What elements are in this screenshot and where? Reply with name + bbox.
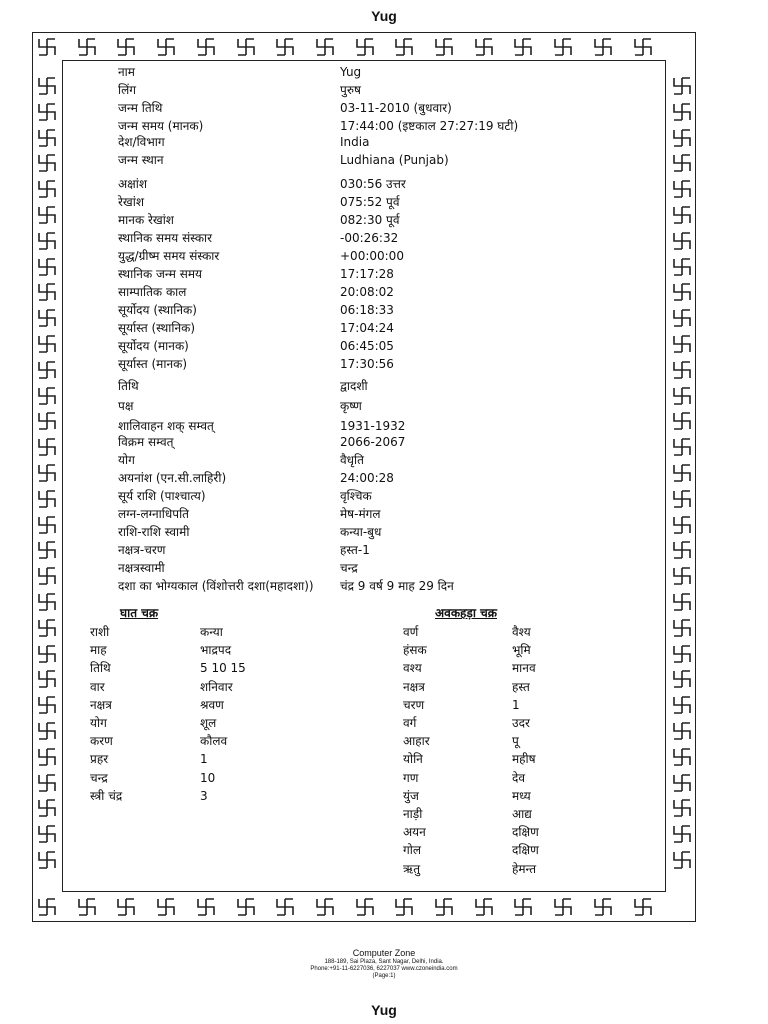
swastika-icon [633,897,653,917]
swastika-icon [37,850,57,870]
swastika-icon [394,37,414,57]
detail-label: स्थानिक समय संस्कार [118,231,213,245]
swastika-icon [434,37,454,57]
swastika-icon [37,463,57,483]
chakra-label: नक्षत्र [403,679,425,694]
detail-label: तिथि [118,379,139,393]
detail-label: जन्म स्थान [118,153,164,167]
chakra-value: पू [512,734,519,749]
swastika-icon [37,798,57,818]
page-footer-title: Yug [371,1002,397,1018]
swastika-icon [672,695,692,715]
chakra-value: शनिवार [200,679,233,694]
swastika-icon [672,282,692,302]
detail-label: देश/विभाग [118,135,165,149]
swastika-icon [37,102,57,122]
swastika-icon [672,128,692,148]
detail-value: 17:30:56 [340,357,394,371]
detail-label: सूर्यास्त (मानक) [118,357,188,371]
swastika-icon [37,618,57,638]
swastika-icon [672,669,692,689]
swastika-icon [77,897,97,917]
detail-label: सूर्य राशि (पाश्चात्य) [118,489,206,503]
detail-value: 03-11-2010 (बुधवार) [340,101,452,115]
detail-value: 06:45:05 [340,339,394,353]
swastika-icon [37,566,57,586]
swastika-icon [236,37,256,57]
detail-label: शालिवाहन शक् सम्वत् [118,419,214,433]
chakra-value: महीष [512,752,536,767]
detail-label: अक्षांश [118,177,148,191]
swastika-icon [77,37,97,57]
chakra-value: 10 [200,770,216,785]
detail-value: 24:00:28 [340,471,394,485]
swastika-icon [156,897,176,917]
chakra-value: भाद्रपद [200,643,232,658]
detail-value: वृश्चिक [340,489,372,503]
chakra-value: हेमन्त [512,861,537,876]
chakra-label: राशी [90,625,110,639]
detail-value: 075:52 पूर्व [340,195,400,209]
chakra-value: शूल [200,716,217,730]
swastika-icon [672,386,692,406]
chakra-value: दक्षिण [512,843,539,858]
swastika-icon [37,773,57,793]
detail-label: साम्पातिक काल [118,285,187,299]
swastika-icon [672,205,692,225]
swastika-icon [434,897,454,917]
swastika-icon [672,257,692,277]
swastika-icon [196,37,216,57]
chakra-label: वर्ण [403,625,419,639]
swastika-icon [672,437,692,457]
swastika-icon [672,721,692,741]
chakra-value: देव [512,770,526,785]
page-title: Yug [371,8,397,24]
swastika-icon [37,334,57,354]
detail-value: 2066-2067 [340,435,406,449]
chakra-value: हस्त [512,679,530,694]
swastika-icon [37,540,57,560]
swastika-icon [672,463,692,483]
swastika-icon [513,897,533,917]
detail-value: 06:18:33 [340,303,394,317]
swastika-icon [593,897,613,917]
chakra-value: श्रवण [200,697,224,712]
detail-value: चन्द्र [340,561,358,575]
detail-label: नक्षत्र-चरण [118,543,166,557]
chakra-label: हंसक [403,643,427,658]
swastika-icon [315,37,335,57]
detail-value: हस्त-1 [340,543,370,557]
detail-value: कृष्ण [340,399,362,413]
detail-value: मेष-मंगल [340,507,381,521]
detail-value: कन्या-बुध [340,525,382,539]
chakra-label: आहार [403,734,430,749]
chakra-label: ऋतु [403,861,421,876]
swastika-icon [672,308,692,328]
swastika-icon [672,824,692,844]
swastika-icon [236,897,256,917]
chakra-label: अयन [403,825,426,840]
chakra-value: 5 10 15 [200,661,246,676]
swastika-icon [37,592,57,612]
swastika-icon [37,669,57,689]
detail-value: Yug [340,65,362,79]
swastika-icon [672,618,692,638]
detail-value: +00:00:00 [340,249,404,263]
chakra-label: नाड़ी [403,807,423,821]
swastika-icon [275,897,295,917]
swastika-icon [37,153,57,173]
detail-value: India [340,135,370,149]
swastika-icon [37,282,57,302]
detail-label: जन्म समय (मानक) [118,119,204,133]
detail-value: वैधृति [340,453,365,467]
detail-value: 17:44:00 (इष्टकाल 27:27:19 घटी) [340,119,519,133]
swastika-icon [116,37,136,57]
swastika-icon [672,334,692,354]
swastika-icon [196,897,216,917]
swastika-icon [355,897,375,917]
chakra-label: प्रहर [90,752,109,767]
swastika-icon [672,102,692,122]
footer-contact: Phone:+91-11-6227036, 6227037 www.czoneindia.com [310,966,458,972]
swastika-icon [394,897,414,917]
swastika-icon [37,179,57,199]
swastika-icon [37,489,57,509]
chakra-value: 1 [200,752,208,767]
swastika-icon [672,360,692,380]
chakra-label: वार [90,679,105,694]
detail-label: सूर्यास्त (स्थानिक) [118,321,196,335]
detail-value: 17:17:28 [340,267,394,281]
swastika-icon [37,231,57,251]
chakra-label: गोल [403,843,422,858]
chakra-value: भूमि [512,643,531,658]
swastika-icon [672,76,692,96]
chakra-value: वैश्य [512,625,531,639]
swastika-icon [37,437,57,457]
swastika-icon [672,153,692,173]
swastika-icon [37,747,57,767]
swastika-icon [37,37,57,57]
avakahada-chakra-title: अवकहड़ा चक्र [435,606,497,620]
detail-label: लिंग [118,83,137,97]
swastika-icon [672,489,692,509]
chakra-label: वश्य [403,661,422,676]
detail-value: पुरुष [340,83,361,97]
detail-label: लग्न-लग्नाधिपति [118,507,190,521]
chakra-value: कन्या [200,625,223,639]
swastika-icon [37,205,57,225]
footer-address: 188-189, Sai Plaza, Sant Nagar, Delhi, India. [324,959,444,965]
chakra-label: युंज [403,788,419,803]
detail-label: स्थानिक जन्म समय [118,267,202,281]
swastika-icon [37,515,57,535]
swastika-icon [37,128,57,148]
chakra-value: कौलव [200,734,228,749]
chakra-label: नक्षत्र [90,697,112,712]
ghat-chakra-title: घात चक्र [120,606,159,620]
detail-label: योग [118,453,135,467]
chakra-value: उदर [512,716,530,730]
swastika-icon [672,231,692,251]
swastika-icon [315,897,335,917]
detail-label: सूर्योदय (मानक) [118,339,189,353]
detail-label: रेखांश [118,195,144,209]
detail-label: अयनांश (एन.सी.लाहिरी) [118,471,227,485]
swastika-icon [37,308,57,328]
detail-label: सूर्योदय (स्थानिक) [118,303,197,317]
chakra-label: माह [90,643,107,658]
chakra-label: करण [90,734,113,749]
chakra-label: चरण [403,697,425,712]
detail-label: पक्ष [118,399,134,413]
swastika-icon [672,411,692,431]
chakra-label: गण [403,770,419,785]
detail-value: 17:04:24 [340,321,394,335]
swastika-icon [37,386,57,406]
swastika-icon [672,747,692,767]
chakra-value: 1 [512,697,520,712]
swastika-icon [37,76,57,96]
detail-value: 030:56 उत्तर [340,177,406,191]
detail-label: युद्ध/ग्रीष्म समय संस्कार [118,249,220,263]
detail-value: -00:26:32 [340,231,399,245]
detail-value: 082:30 पूर्व [340,213,400,227]
footer-company: Computer Zone [352,948,416,958]
chakra-label: स्त्री चंद्र [90,788,123,803]
chakra-label: चन्द्र [90,770,108,785]
detail-label: दशा का भोग्यकाल (विंशोत्तरी दशा(महादशा)) [118,579,314,593]
swastika-icon [672,773,692,793]
chakra-label: योनि [403,752,423,767]
swastika-icon [513,37,533,57]
detail-label: नाम [118,65,135,79]
detail-label: नक्षत्रस्वामी [118,561,165,575]
swastika-icon [672,798,692,818]
swastika-icon [672,566,692,586]
detail-value: 20:08:02 [340,285,394,299]
swastika-icon [553,37,573,57]
swastika-icon [37,644,57,664]
footer-page: (Page:1) [372,973,396,979]
chakra-value: दक्षिण [512,825,539,840]
chakra-label: वर्ग [403,716,417,730]
swastika-icon [672,644,692,664]
chakra-label: तिथि [90,661,111,676]
chakra-value: मानव [512,661,536,676]
chakra-value: मध्य [512,788,531,803]
detail-value: 1931-1932 [340,419,406,433]
swastika-icon [672,515,692,535]
swastika-icon [474,897,494,917]
detail-value: चंद्र 9 वर्ष 9 माह 29 दिन [340,579,454,593]
swastika-icon [37,695,57,715]
swastika-icon [553,897,573,917]
swastika-icon [474,37,494,57]
swastika-icon [37,897,57,917]
swastika-icon [355,37,375,57]
swastika-icon [37,721,57,741]
swastika-icon [672,592,692,612]
chakra-value: आद्य [512,807,532,821]
swastika-icon [672,540,692,560]
detail-label: राशि-राशि स्वामी [118,525,190,539]
swastika-icon [672,179,692,199]
detail-label: जन्म तिथि [118,101,163,115]
swastika-icon [672,850,692,870]
detail-label: मानक रेखांश [118,213,174,227]
swastika-icon [37,824,57,844]
swastika-icon [633,37,653,57]
swastika-icon [275,37,295,57]
swastika-icon [37,257,57,277]
detail-value: द्वादशी [340,379,368,393]
detail-label: विक्रम सम्वत् [118,435,174,449]
detail-value: Ludhiana (Punjab) [340,153,449,167]
swastika-icon [37,411,57,431]
chakra-label: योग [90,716,107,730]
swastika-icon [593,37,613,57]
swastika-icon [37,360,57,380]
chakra-value: 3 [200,788,208,803]
swastika-icon [156,37,176,57]
swastika-icon [116,897,136,917]
